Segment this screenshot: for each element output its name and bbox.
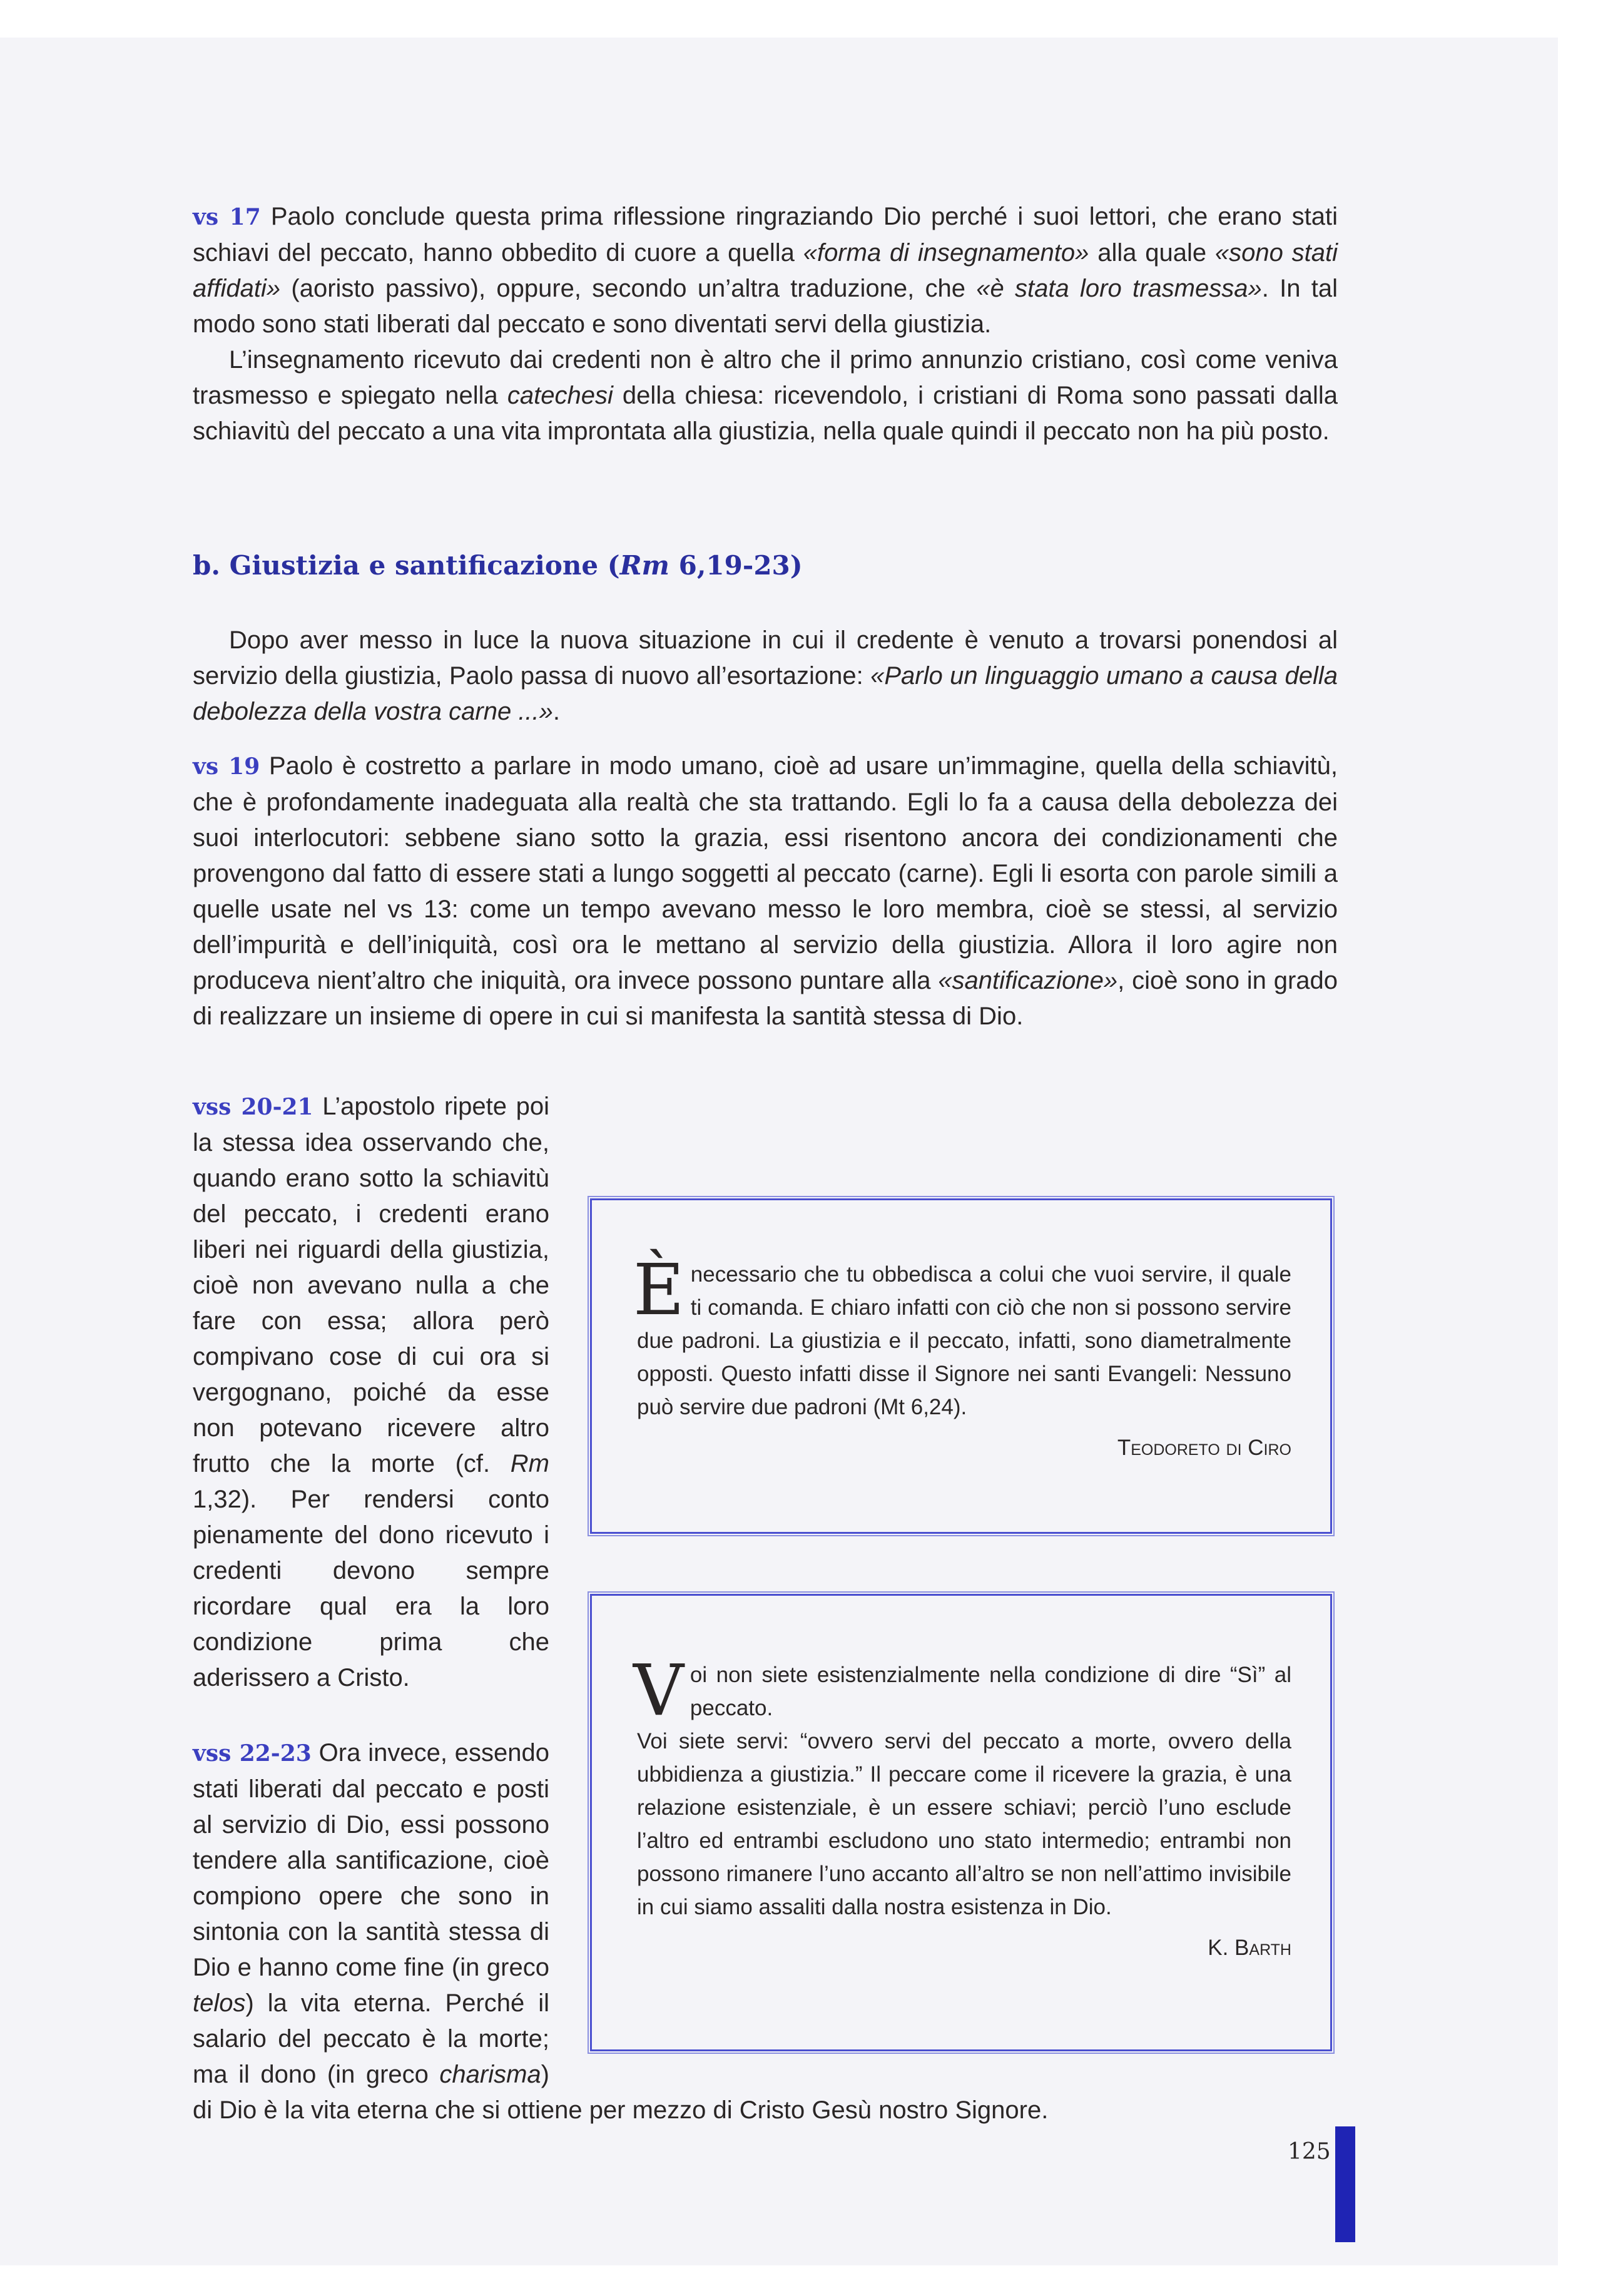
vs17-section [193, 199, 1338, 449]
text-segment: Dopo aver messo in luce la nuova situazione in cui il credente è venuto a trovarsi ponendosi al servizio della giustizia, Paolo passa di nuovo all’esortazione: [193, 626, 1338, 690]
quote-text: necessario che tu obbedisca a colui che vuoi servire, il quale ti comanda. E chiaro infatti con ciò che non si possono servire due padroni. La giustizia e il peccato, infatti, sono diametralmente opposti. Questo infatti disse il Signore nei santi Evangeli: Nessuno può servire due padroni (Mt 6,24). [637, 1262, 1291, 1419]
text-segment: ) la vita eterna. Perché il salario del peccato è la morte; ma il dono (in greco [193, 1989, 549, 2088]
quote-box-teodoreto [590, 1198, 1332, 1534]
verse-label: vss 22-23 [193, 1740, 312, 1767]
page-number: 125 [1288, 2139, 1331, 2165]
text-segment: L’apostolo ripete poi la stessa idea osservando che, quando erano sotto la schiavitù del peccato, i credenti erano liberi nei riguardi della giustizia, cioè non avevano nulla a che fare con essa; allora però compivano cose di cui ora si vergognano, poiché da esse non potevano ricevere altro frutto che la morte (cf. [193, 1093, 549, 1477]
vs17-paragraph [193, 199, 1338, 342]
verse-label: vs 19 [193, 753, 260, 780]
text-segment: «è stata loro trasmessa» [976, 275, 1262, 302]
text-segment: Ora invece, essendo stati liberati dal peccato e posti al servizio di Dio, essi possono tendere alla santificazione, cioè compiono opere che sono in sintonia con la santità stessa di Dio e hanno come fine (in greco [193, 1739, 549, 1981]
text-segment: L’insegnamento ricevuto dai credenti non è altro che il primo annunzio cristiano, così come veniva trasmesso e spiegato nella [193, 346, 1338, 409]
text-segment: Paolo conclude questa prima riflessione ringraziando Dio perché i suoi lettori, che erano stati schiavi del peccato, hanno obbedito di cuore a quella [193, 203, 1338, 267]
text-segment: ) di Dio è la vita eterna che si ottiene per mezzo di Cristo Gesù nostro Signore. [193, 2061, 1049, 2124]
text-segment: , cioè sono in grado di realizzare un insieme di opere in cui si manifesta la santità stessa di Dio. [193, 967, 1338, 1030]
quote-author: Teodoreto di Ciro [1117, 1436, 1291, 1460]
text-segment: «sono stati affidati» [193, 239, 1338, 302]
section-heading [193, 548, 803, 583]
quote-text: oi non siete esistenzialmente nella condizione di dire “Sì” al peccato. [690, 1663, 1291, 1720]
text-segment: Rm [619, 550, 669, 581]
text-segment: «forma di insegnamento» [803, 239, 1089, 267]
text-segment: (aoristo passivo), oppure, secondo un’altra traduzione, che [280, 275, 977, 302]
text-segment: . In tal modo sono stati liberati dal peccato e sono diventati servi della giustizia. [193, 275, 1338, 338]
quote-author: K. Barth [1208, 1936, 1291, 1960]
text-segment: 1,32). Per rendersi conto pienamente del dono ricevuto i credenti devono sempre ricordare qual era la loro condizione prima che aderissero a Cristo. [193, 1486, 549, 1691]
verse-label: vss 20-21 [193, 1094, 313, 1120]
text-segment: . [552, 698, 561, 725]
intro-paragraph [193, 623, 1338, 730]
text-segment: «santificazione» [938, 967, 1118, 994]
quote-text-2: Voi siete servi: “ovvero servi del peccato a morte, ovvero della ubbidienza a giustizia.” Il peccare come il ricevere la grazia, è una relazione esistenziale, è un essere schiavi; perciò l’uno esclude l’altro ed entrambi escludono uno stato intermedio; entrambi non possono rimanere l’uno accanto all’altro se non nell’attimo invisibile in cui siamo assaliti dalla nostra esistenza in Dio. [637, 1729, 1291, 1919]
verse-label: vs 17 [193, 204, 261, 230]
text-segment: b. Giustizia e santificazione ( [193, 550, 620, 581]
text-segment: catechesi [507, 382, 613, 409]
catechesi-paragraph [193, 342, 1338, 449]
text-segment: Rm [510, 1450, 549, 1477]
text-segment: «Parlo un linguaggio umano a causa della debolezza della vostra carne ...» [193, 662, 1338, 725]
text-segment: charisma [439, 2061, 541, 2088]
quote-box-barth [590, 1594, 1332, 2051]
text-segment: 6,19-23) [669, 550, 803, 581]
section-body [193, 623, 1338, 1034]
text-segment: Paolo è costretto a parlare in modo umano, cioè ad usare un’immagine, quella della schiavitù, che è profondamente inadeguata alla realtà che sta trattando. Egli lo fa a causa della debolezza dei suoi interlocutori: sebbene siano sotto la grazia, essi risentono ancora dei condizionamenti che provengono dal fatto di essere stati a lungo soggetti al peccato (carne). Egli li esorta con parole simili a quelle usate nel vs 13: come un tempo avevano messo le loro membra, cioè se stessi, al servizio dell’impurità e dell’iniquità, così ora le mettano al servizio della giustizia. Allora il loro agire non produceva nient’altro che iniquità, ora invece possono puntare alla [193, 752, 1338, 994]
drop-cap: È [633, 1250, 684, 1331]
text-segment: telos [193, 1989, 246, 2017]
text-segment: della chiesa: ricevendolo, i cristiani di Roma sono passati dalla schiavitù del peccato a una vita improntata alla giustizia, nella quale quindi il peccato non ha più posto. [193, 382, 1338, 445]
page-marker-bar [1335, 2126, 1355, 2242]
drop-cap: V [633, 1650, 684, 1732]
vs19-paragraph [193, 748, 1338, 1034]
text-segment: alla quale [1089, 239, 1215, 267]
